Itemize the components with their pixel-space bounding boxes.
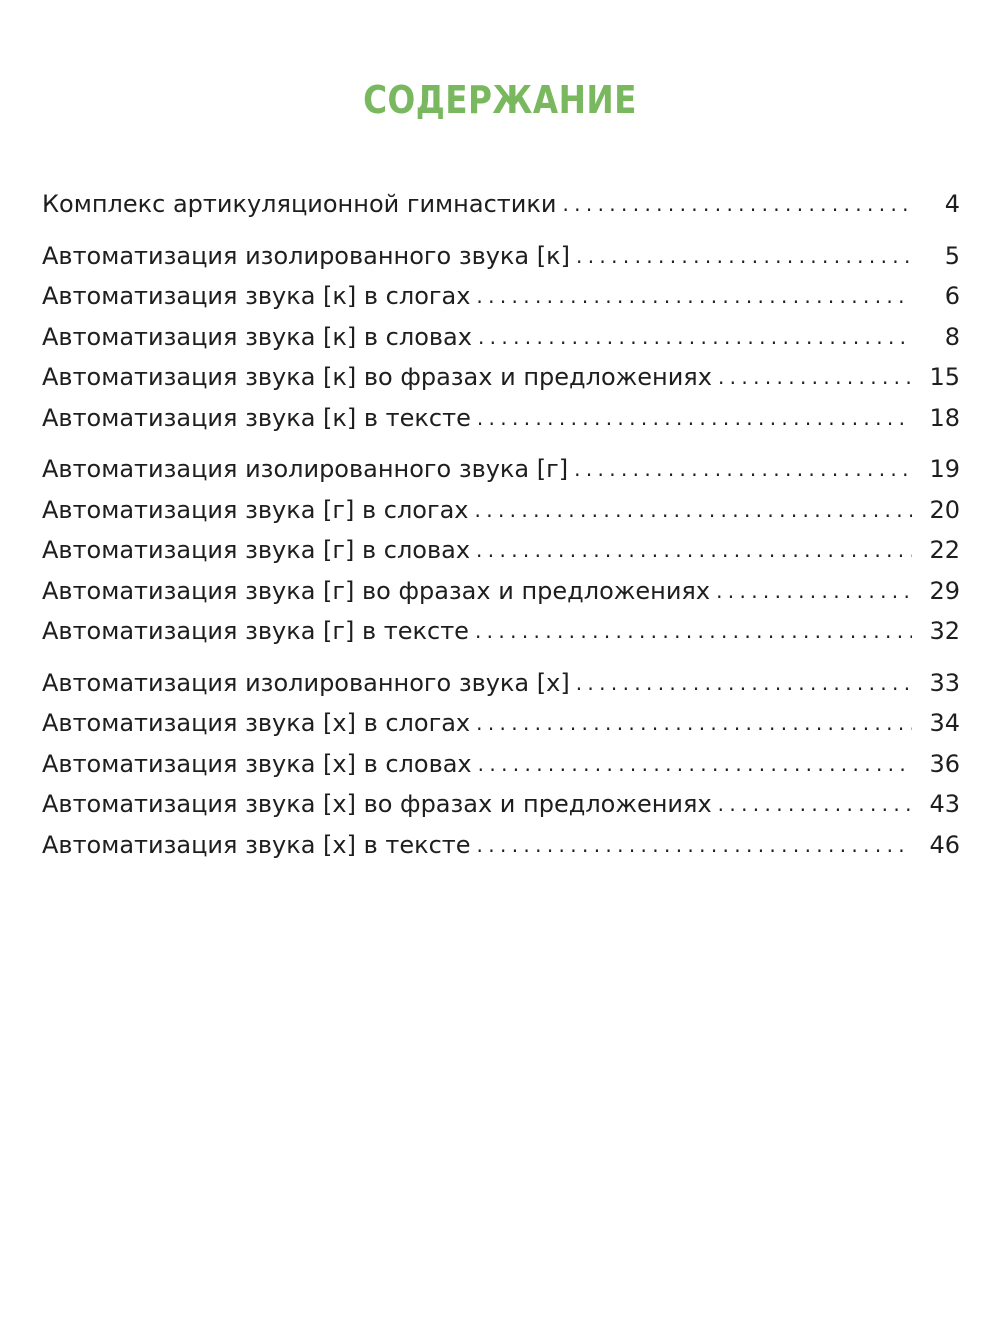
toc-entry-page: 5 (944, 241, 960, 270)
toc-entry-page: 4 (944, 190, 960, 218)
page-title: СОДЕРЖАНИЕ (363, 78, 637, 122)
toc-entry[interactable] (42, 784, 960, 825)
dot-leader (718, 357, 912, 398)
dot-leader (476, 703, 912, 744)
toc-entry-page: 34 (929, 709, 960, 737)
toc-group-intro (42, 184, 960, 225)
toc-entry[interactable] (42, 744, 960, 785)
toc-entry[interactable] (42, 317, 960, 358)
dot-leader (478, 744, 912, 785)
toc-entry-label: Автоматизация звука [к] в словах (42, 317, 478, 358)
toc-group-h (42, 663, 960, 866)
toc-entry-label: Автоматизация звука [к] в тексте (42, 398, 477, 439)
toc-entry[interactable] (42, 663, 960, 704)
toc-entry[interactable] (42, 571, 960, 612)
toc-entry-page: 19 (929, 455, 960, 483)
toc-entry-page: 8 (944, 322, 960, 351)
dot-leader (718, 784, 912, 825)
toc-entry-label: Автоматизация звука [г] во фразах и предложениях (42, 571, 716, 612)
toc-entry[interactable] (42, 611, 960, 652)
toc-entry-label: Автоматизация изолированного звука [г] (42, 449, 574, 490)
toc-entry-page: 33 (929, 668, 960, 697)
toc-entry[interactable] (42, 398, 960, 439)
toc-entry-page: 6 (944, 282, 960, 310)
toc-group-k (42, 236, 960, 439)
dot-leader (716, 571, 912, 612)
toc-entry-label: Автоматизация изолированного звука [к] (42, 236, 576, 277)
dot-leader (478, 317, 912, 358)
toc-entry-label: Автоматизация звука [г] в словах (42, 530, 476, 571)
toc-entry[interactable] (42, 449, 960, 490)
dot-leader (475, 611, 912, 652)
toc-entry-label: Автоматизация звука [х] в словах (42, 744, 478, 785)
dot-leader (576, 236, 912, 277)
toc-entry[interactable] (42, 825, 960, 866)
dot-leader (576, 663, 912, 704)
toc-entry-page: 18 (929, 403, 960, 432)
toc-entry-page: 29 (929, 576, 960, 605)
toc-entry-page: 43 (929, 790, 960, 818)
toc-entry-label: Автоматизация звука [х] в слогах (42, 703, 476, 744)
toc-entry-label: Автоматизация изолированного звука [х] (42, 663, 576, 704)
toc-entry-label: Автоматизация звука [г] в слогах (42, 490, 475, 531)
toc-entry-page: 46 (929, 830, 960, 859)
dot-leader (562, 184, 912, 225)
toc-entry-label: Автоматизация звука [х] во фразах и предложениях (42, 784, 718, 825)
dot-leader (477, 825, 912, 866)
dot-leader (476, 276, 912, 317)
toc-entry[interactable] (42, 490, 960, 531)
toc-entry-page: 32 (929, 617, 960, 645)
toc-entry-page: 20 (929, 495, 960, 524)
toc-entry[interactable] (42, 357, 960, 398)
dot-leader (475, 490, 912, 531)
table-of-contents (42, 184, 960, 876)
toc-entry-label: Комплекс артикуляционной гимнастики (42, 184, 562, 225)
toc-entry[interactable] (42, 703, 960, 744)
toc-group-g (42, 449, 960, 652)
toc-entry-label: Автоматизация звука [г] в тексте (42, 611, 475, 652)
toc-entry-page: 22 (929, 536, 960, 564)
toc-entry-label: Автоматизация звука [к] во фразах и предложениях (42, 357, 718, 398)
toc-entry-label: Автоматизация звука [к] в слогах (42, 276, 476, 317)
toc-entry-page: 15 (929, 363, 960, 391)
toc-entry[interactable] (42, 236, 960, 277)
toc-entry-label: Автоматизация звука [х] в тексте (42, 825, 477, 866)
dot-leader (574, 449, 912, 490)
toc-entry-page: 36 (929, 749, 960, 778)
toc-entry[interactable] (42, 530, 960, 571)
toc-entry[interactable] (42, 276, 960, 317)
dot-leader (477, 398, 912, 439)
toc-entry[interactable] (42, 184, 960, 225)
dot-leader (476, 530, 912, 571)
